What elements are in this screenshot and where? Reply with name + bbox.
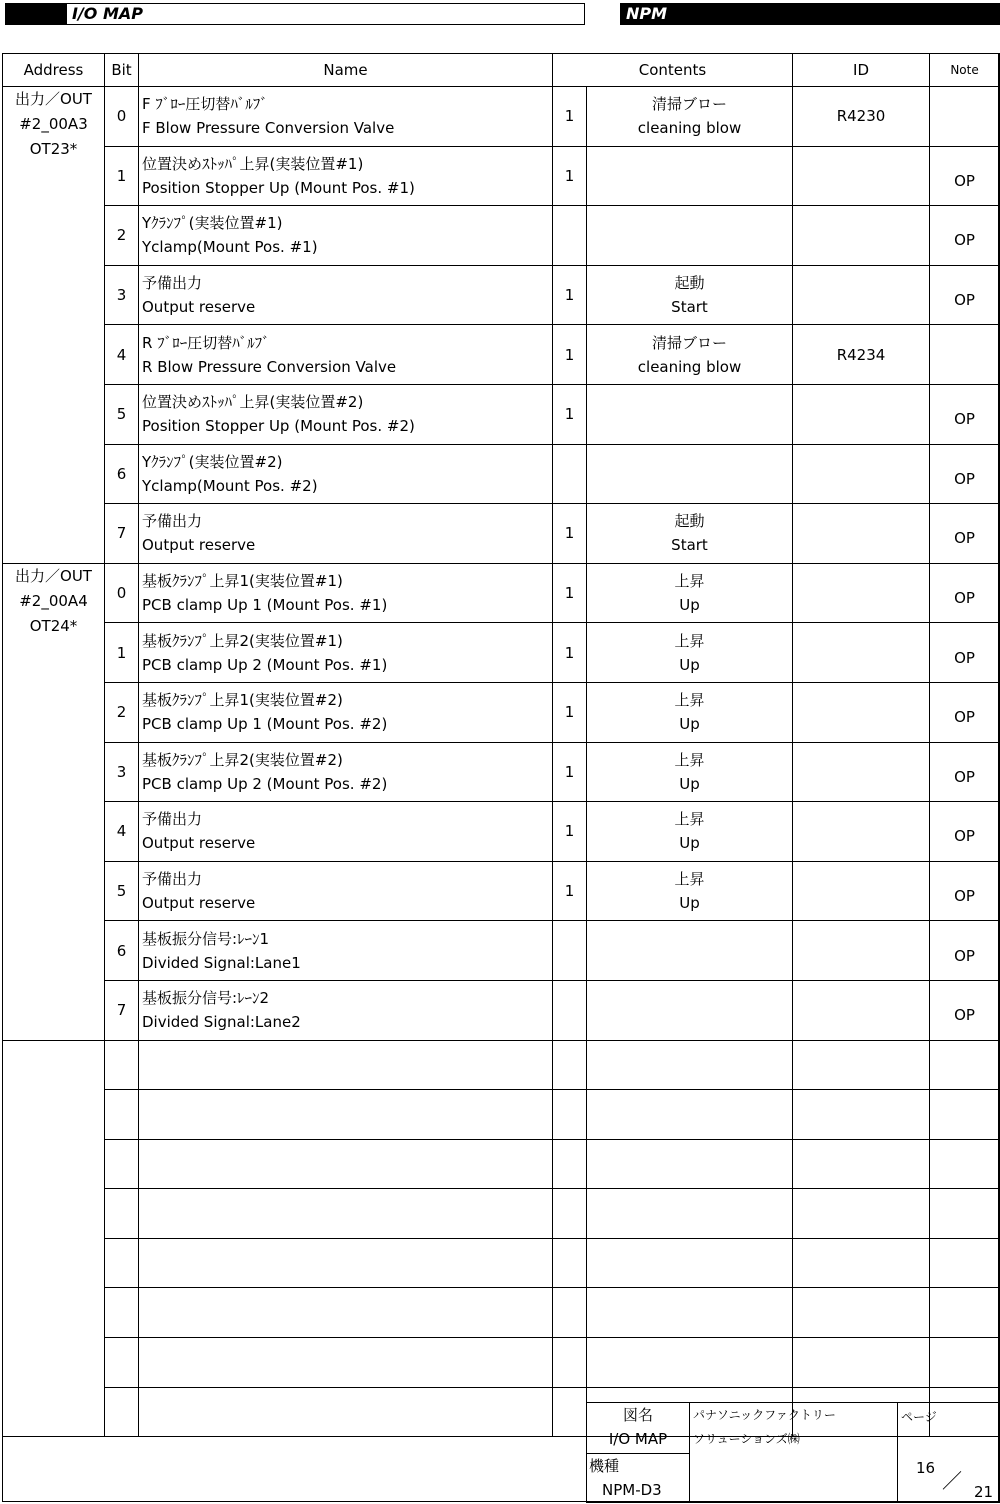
empty-cell: [139, 1238, 553, 1288]
address-line: #2_00A3: [19, 115, 88, 133]
name-jp: 基板ｸﾗﾝﾌﾟ上昇1(実装位置#2): [142, 691, 343, 710]
name-cell: [139, 980, 553, 1040]
empty-cell: [139, 1288, 553, 1338]
name-cell: [139, 623, 553, 683]
id-cell: [793, 980, 930, 1040]
note-cell: OP: [930, 444, 1000, 504]
empty-row: [3, 1189, 1000, 1239]
col-header-contents: Contents: [553, 54, 793, 87]
name-jp: 予備出力: [142, 870, 203, 889]
header-right-title: NPM: [626, 4, 668, 23]
empty-cell: [105, 1338, 139, 1388]
name-cell: [139, 384, 553, 444]
name-en: PCB clamp Up 2 (Mount Pos. #2): [142, 774, 388, 793]
name-en: Output reserve: [142, 834, 256, 853]
address-cell: [3, 1040, 105, 1437]
name-cell: [139, 742, 553, 802]
contents-cell: [587, 146, 793, 206]
contents-en: Up: [679, 596, 700, 615]
empty-cell: [105, 1238, 139, 1288]
id-cell: [793, 563, 930, 623]
contents-jp: 上昇: [674, 691, 705, 710]
empty-cell: [793, 1238, 930, 1288]
table-row: [3, 325, 1000, 385]
name-cell: [139, 444, 553, 504]
name-en: Divided Signal:Lane2: [142, 1013, 301, 1032]
page-total: 21: [974, 1483, 994, 1501]
contents-cell: [587, 980, 793, 1040]
id-cell: [793, 623, 930, 683]
contents-cell: [587, 206, 793, 266]
contents-en: Start: [671, 536, 708, 555]
name-jp: F ﾌﾞﾛｰ圧切替ﾊﾞﾙﾌﾞ: [142, 95, 268, 114]
empty-cell: [930, 1040, 1000, 1090]
name-cell: [139, 265, 553, 325]
empty-cell: [587, 1238, 793, 1288]
drawing-label: 図名: [622, 1406, 653, 1424]
company-line-2: ソリューションズ㈱: [693, 1432, 800, 1446]
note-cell: OP: [930, 623, 1000, 683]
col-header-name: Name: [139, 54, 553, 87]
empty-row: [3, 1238, 1000, 1288]
empty-cell: [930, 1288, 1000, 1338]
empty-cell: [105, 1090, 139, 1140]
value-cell: 1: [553, 87, 587, 147]
value-cell: 1: [553, 384, 587, 444]
note-cell: OP: [930, 980, 1000, 1040]
contents-jp: 上昇: [674, 572, 705, 591]
id-cell: [793, 921, 930, 981]
table-row: [3, 563, 1000, 623]
col-header-id: ID: [793, 54, 930, 87]
bit-cell: 1: [105, 623, 139, 683]
name-en: PCB clamp Up 2 (Mount Pos. #1): [142, 655, 388, 674]
bit-cell: 6: [105, 921, 139, 981]
address-line: OT24*: [29, 616, 78, 635]
name-jp: Yｸﾗﾝﾌﾟ(実装位置#1): [142, 214, 283, 233]
header-left-bar-accent: [5, 3, 69, 25]
empty-row: [3, 1090, 1000, 1140]
name-jp: 基板振分信号:ﾚｰﾝ2: [142, 989, 270, 1008]
empty-cell: [105, 1040, 139, 1090]
empty-cell: [930, 1238, 1000, 1288]
id-cell: [793, 206, 930, 266]
empty-cell: [139, 1387, 553, 1437]
name-cell: [139, 682, 553, 742]
page-current: 16: [916, 1459, 936, 1477]
id-cell: [793, 802, 930, 862]
address-line: OT23*: [29, 140, 78, 158]
table-row: [3, 623, 1000, 683]
contents-en: cleaning blow: [637, 357, 742, 376]
bit-cell: 4: [105, 325, 139, 385]
name-en: Output reserve: [142, 894, 256, 913]
empty-cell: [587, 1139, 793, 1189]
note-cell: OP: [930, 861, 1000, 921]
table-row: [3, 802, 1000, 862]
name-jp: 予備出力: [142, 512, 203, 531]
empty-cell: [105, 1387, 139, 1437]
empty-cell: [553, 1040, 587, 1090]
table-row: [3, 682, 1000, 742]
value-cell: 1: [553, 325, 587, 385]
bit-cell: 2: [105, 682, 139, 742]
contents-en: Start: [671, 298, 708, 317]
contents-cell: [587, 87, 793, 147]
name-cell: [139, 87, 553, 147]
contents-cell: [587, 325, 793, 385]
name-cell: [139, 325, 553, 385]
company-line-1: パナソニックファクトリー: [693, 1408, 836, 1422]
empty-cell: [930, 1189, 1000, 1239]
contents-cell: [587, 384, 793, 444]
name-cell: [139, 504, 553, 564]
note-cell: OP: [930, 265, 1000, 325]
empty-cell: [139, 1139, 553, 1189]
table-row: [3, 206, 1000, 266]
col-header-bit: Bit: [105, 54, 139, 87]
empty-cell: [587, 1338, 793, 1388]
name-en: Yclamp(Mount Pos. #2): [142, 476, 318, 495]
drawing-name: I/O MAP: [608, 1430, 668, 1448]
id-cell: [793, 504, 930, 564]
note-cell: OP: [930, 563, 1000, 623]
id-cell: R4230: [793, 87, 930, 147]
name-cell: [139, 921, 553, 981]
value-cell: 1: [553, 563, 587, 623]
empty-row: [3, 1139, 1000, 1189]
value-cell: 1: [553, 265, 587, 325]
value-cell: [553, 980, 587, 1040]
contents-jp: 上昇: [674, 631, 705, 650]
value-cell: 1: [553, 742, 587, 802]
bit-cell: 7: [105, 504, 139, 564]
bit-cell: 3: [105, 265, 139, 325]
address-line: 出力／OUT: [15, 90, 92, 108]
contents-cell: [587, 504, 793, 564]
value-cell: 1: [553, 146, 587, 206]
value-cell: 1: [553, 504, 587, 564]
empty-cell: [139, 1090, 553, 1140]
empty-row: [3, 1338, 1000, 1388]
bit-cell: 2: [105, 206, 139, 266]
table-row: [3, 980, 1000, 1040]
empty-cell: [105, 1139, 139, 1189]
id-cell: [793, 384, 930, 444]
name-cell: [139, 861, 553, 921]
empty-cell: [793, 1040, 930, 1090]
empty-cell: [553, 1238, 587, 1288]
note-cell: [930, 87, 1000, 147]
empty-cell: [139, 1338, 553, 1388]
empty-cell: [139, 1040, 553, 1090]
empty-cell: [553, 1139, 587, 1189]
name-jp: Yｸﾗﾝﾌﾟ(実装位置#2): [142, 452, 283, 471]
header-left-box: [66, 3, 585, 25]
name-en: Output reserve: [142, 536, 256, 555]
name-en: Position Stopper Up (Mount Pos. #2): [142, 417, 415, 436]
empty-cell: [553, 1288, 587, 1338]
id-cell: [793, 146, 930, 206]
note-cell: OP: [930, 146, 1000, 206]
id-cell: [793, 444, 930, 504]
empty-cell: [553, 1090, 587, 1140]
contents-cell: [587, 682, 793, 742]
title-block: [586, 1402, 1000, 1503]
contents-cell: [587, 444, 793, 504]
name-cell: [139, 802, 553, 862]
address-cell: [3, 563, 105, 1040]
bit-cell: 6: [105, 444, 139, 504]
address-line: #2_00A4: [19, 591, 88, 610]
id-cell: R4234: [793, 325, 930, 385]
contents-jp: 起動: [674, 512, 705, 531]
contents-en: cleaning blow: [637, 119, 742, 138]
contents-en: Up: [679, 834, 700, 853]
contents-en: Up: [679, 894, 700, 913]
note-cell: OP: [930, 742, 1000, 802]
note-cell: [930, 325, 1000, 385]
contents-cell: [587, 802, 793, 862]
name-jp: R ﾌﾞﾛｰ圧切替ﾊﾞﾙﾌﾞ: [142, 333, 270, 352]
empty-row: [3, 1040, 1000, 1090]
name-en: PCB clamp Up 1 (Mount Pos. #2): [142, 715, 388, 734]
name-jp: 位置決めｽﾄｯﾊﾟ上昇(実装位置#2): [142, 393, 364, 412]
empty-cell: [793, 1189, 930, 1239]
name-cell: [139, 146, 553, 206]
id-cell: [793, 682, 930, 742]
contents-jp: 上昇: [674, 870, 705, 889]
name-jp: 基板ｸﾗﾝﾌﾟ上昇1(実装位置#1): [142, 572, 343, 591]
bit-cell: 4: [105, 802, 139, 862]
value-cell: 1: [553, 682, 587, 742]
empty-cell: [587, 1040, 793, 1090]
empty-cell: [930, 1139, 1000, 1189]
name-en: Output reserve: [142, 298, 256, 317]
table-header-row: [3, 54, 1000, 87]
contents-jp: 上昇: [674, 750, 705, 769]
bit-cell: 3: [105, 742, 139, 802]
name-jp: 基板ｸﾗﾝﾌﾟ上昇2(実装位置#1): [142, 631, 343, 650]
empty-cell: [930, 1338, 1000, 1388]
empty-cell: [587, 1288, 793, 1338]
empty-cell: [139, 1189, 553, 1239]
table-row: [3, 444, 1000, 504]
name-en: Divided Signal:Lane1: [142, 953, 301, 972]
empty-cell: [587, 1189, 793, 1239]
name-en: Yclamp(Mount Pos. #1): [142, 238, 318, 257]
contents-en: Up: [679, 655, 700, 674]
note-cell: OP: [930, 682, 1000, 742]
contents-cell: [587, 742, 793, 802]
contents-en: Up: [679, 774, 700, 793]
value-cell: [553, 444, 587, 504]
id-cell: [793, 861, 930, 921]
bit-cell: 1: [105, 146, 139, 206]
empty-cell: [793, 1338, 930, 1388]
contents-cell: [587, 265, 793, 325]
empty-cell: [587, 1090, 793, 1140]
name-jp: 予備出力: [142, 274, 203, 293]
note-cell: OP: [930, 802, 1000, 862]
empty-row: [3, 1288, 1000, 1338]
table-row: [3, 384, 1000, 444]
value-cell: 1: [553, 623, 587, 683]
name-cell: [139, 206, 553, 266]
contents-jp: 清掃ブロー: [652, 95, 728, 114]
id-cell: [793, 742, 930, 802]
table-row: [3, 861, 1000, 921]
empty-cell: [105, 1189, 139, 1239]
page-separator: ／: [942, 1469, 962, 1493]
name-jp: 予備出力: [142, 810, 203, 829]
empty-cell: [793, 1288, 930, 1338]
empty-cell: [553, 1338, 587, 1388]
empty-cell: [553, 1189, 587, 1239]
contents-cell: [587, 563, 793, 623]
address-cell: [3, 87, 105, 564]
name-jp: 位置決めｽﾄｯﾊﾟ上昇(実装位置#1): [142, 154, 364, 173]
bit-cell: 5: [105, 384, 139, 444]
col-header-address: Address: [3, 54, 105, 87]
empty-cell: [793, 1090, 930, 1140]
name-en: R Blow Pressure Conversion Valve: [142, 357, 397, 376]
io-map-table: [2, 53, 1000, 1437]
bit-cell: 7: [105, 980, 139, 1040]
table-row: [3, 742, 1000, 802]
name-cell: [139, 563, 553, 623]
value-cell: [553, 921, 587, 981]
name-jp: 基板振分信号:ﾚｰﾝ1: [142, 929, 270, 948]
model-name: NPM-D3: [602, 1481, 662, 1499]
contents-cell: [587, 921, 793, 981]
name-en: F Blow Pressure Conversion Valve: [142, 119, 395, 138]
contents-jp: 上昇: [674, 810, 705, 829]
note-cell: OP: [930, 504, 1000, 564]
note-cell: OP: [930, 384, 1000, 444]
contents-jp: 清掃ブロー: [652, 333, 728, 352]
note-cell: OP: [930, 206, 1000, 266]
name-en: PCB clamp Up 1 (Mount Pos. #1): [142, 596, 388, 615]
table-row: [3, 504, 1000, 564]
col-header-note: Note: [930, 54, 1000, 87]
header-right-bar: [620, 3, 1000, 25]
value-cell: 1: [553, 802, 587, 862]
value-cell: [553, 206, 587, 266]
name-en: Position Stopper Up (Mount Pos. #1): [142, 178, 415, 197]
empty-cell: [553, 1387, 587, 1437]
bit-cell: 5: [105, 861, 139, 921]
bit-cell: 0: [105, 87, 139, 147]
note-cell: OP: [930, 921, 1000, 981]
model-label: 機種: [589, 1457, 620, 1475]
contents-cell: [587, 623, 793, 683]
empty-cell: [793, 1139, 930, 1189]
empty-cell: [930, 1090, 1000, 1140]
contents-jp: 起動: [674, 274, 705, 293]
id-cell: [793, 265, 930, 325]
table-row: [3, 87, 1000, 147]
value-cell: 1: [553, 861, 587, 921]
page-label: ページ: [901, 1410, 937, 1424]
address-line: 出力／OUT: [15, 566, 92, 585]
table-row: [3, 146, 1000, 206]
name-jp: 基板ｸﾗﾝﾌﾟ上昇2(実装位置#2): [142, 750, 343, 769]
table-row: [3, 265, 1000, 325]
table-row: [3, 921, 1000, 981]
header-left-title: I/O MAP: [72, 4, 143, 23]
contents-cell: [587, 861, 793, 921]
empty-cell: [105, 1288, 139, 1338]
bit-cell: 0: [105, 563, 139, 623]
contents-en: Up: [679, 715, 700, 734]
